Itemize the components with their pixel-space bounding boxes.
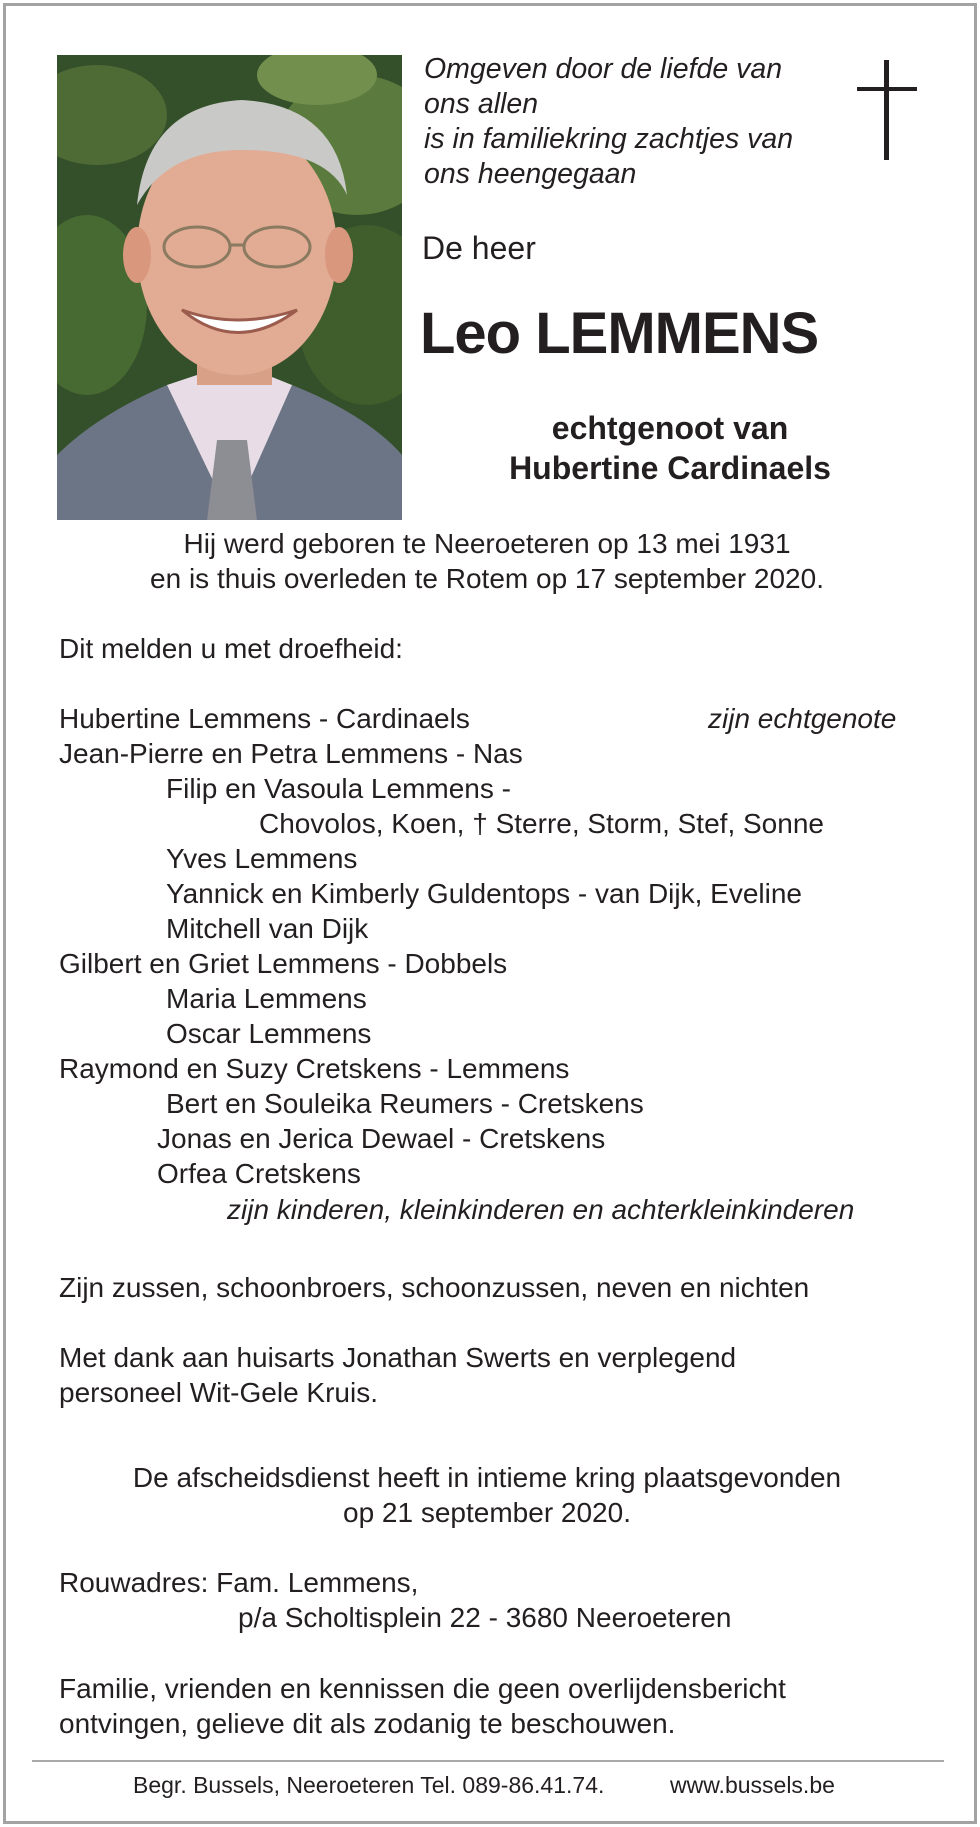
family-member: Yves Lemmens	[166, 843, 358, 874]
widow-name: Hubertine Lemmens - Cardinaels	[59, 703, 470, 734]
service-line: De afscheidsdienst heeft in intieme kring plaatsgevonden	[132, 1462, 842, 1493]
spouse-name: Hubertine Cardinaels	[509, 450, 831, 486]
intro-line: is in familiekring zachtjes van	[424, 123, 794, 155]
family-member: Yannick en Kimberly Guldentops - van Dijk, Eveline	[166, 878, 803, 909]
notice-line: Familie, vrienden en kennissen die geen overlijdensbericht	[59, 1673, 786, 1704]
death-line: en is thuis overleden te Rotem op 17 september 2020.	[150, 563, 824, 594]
family-member: Orfea Cretskens	[157, 1158, 361, 1189]
intro-line: Omgeven door de liefde van	[424, 53, 783, 85]
address-line: Rouwadres: Fam. Lemmens,	[59, 1567, 419, 1598]
intro-text	[424, 52, 854, 192]
family-member: Gilbert en Griet Lemmens - Dobbels	[59, 948, 508, 979]
widow-role: zijn echtgenote	[708, 703, 897, 734]
address-line: p/a Scholtisplein 22 - 3680 Neeroeteren	[238, 1602, 732, 1633]
cross-icon	[857, 60, 917, 160]
service-line: op 21 september 2020.	[343, 1497, 631, 1528]
spouse-block	[420, 408, 920, 488]
thanks-line: personeel Wit-Gele Kruis.	[59, 1377, 379, 1408]
family-member: Filip en Vasoula Lemmens -	[166, 773, 511, 804]
portrait-photo	[57, 55, 402, 520]
notice-line: ontvingen, gelieve dit als zodanig te beschouwen.	[59, 1708, 676, 1739]
intro-line: ons heengegaan	[424, 158, 637, 190]
salutation: De heer	[422, 230, 536, 266]
family-member: Jonas en Jerica Dewael - Cretskens	[157, 1123, 606, 1154]
spouse-line: echtgenoot van	[551, 410, 789, 446]
footer-website: www.bussels.be	[670, 1772, 835, 1798]
family-member: Maria Lemmens	[166, 983, 367, 1014]
deceased-name: Leo LEMMENS	[420, 301, 819, 366]
family-member: Raymond en Suzy Cretskens - Lemmens	[59, 1053, 570, 1084]
family-role: zijn kinderen, kleinkinderen en achterkleinkinderen	[227, 1194, 855, 1225]
family-member: Bert en Souleika Reumers - Cretskens	[166, 1088, 644, 1119]
birth-line: Hij werd geboren te Neeroeteren op 13 mei 1931	[183, 528, 791, 559]
footer-divider	[32, 1760, 944, 1762]
announce-intro: Dit melden u met droefheid:	[59, 633, 403, 664]
intro-line: ons allen	[424, 88, 539, 120]
family-member: Chovolos, Koen, † Sterre, Storm, Stef, Sonne	[259, 808, 824, 839]
family-member: Oscar Lemmens	[166, 1018, 372, 1049]
family-member: Jean-Pierre en Petra Lemmens - Nas	[59, 738, 523, 769]
thanks-line: Met dank aan huisarts Jonathan Swerts en verplegend	[59, 1342, 737, 1373]
footer-contact: Begr. Bussels, Neeroeteren Tel. 089-86.41.74.	[133, 1772, 605, 1798]
siblings-line: Zijn zussen, schoonbroers, schoonzussen, neven en nichten	[59, 1272, 810, 1303]
family-member: Mitchell van Dijk	[166, 913, 369, 944]
